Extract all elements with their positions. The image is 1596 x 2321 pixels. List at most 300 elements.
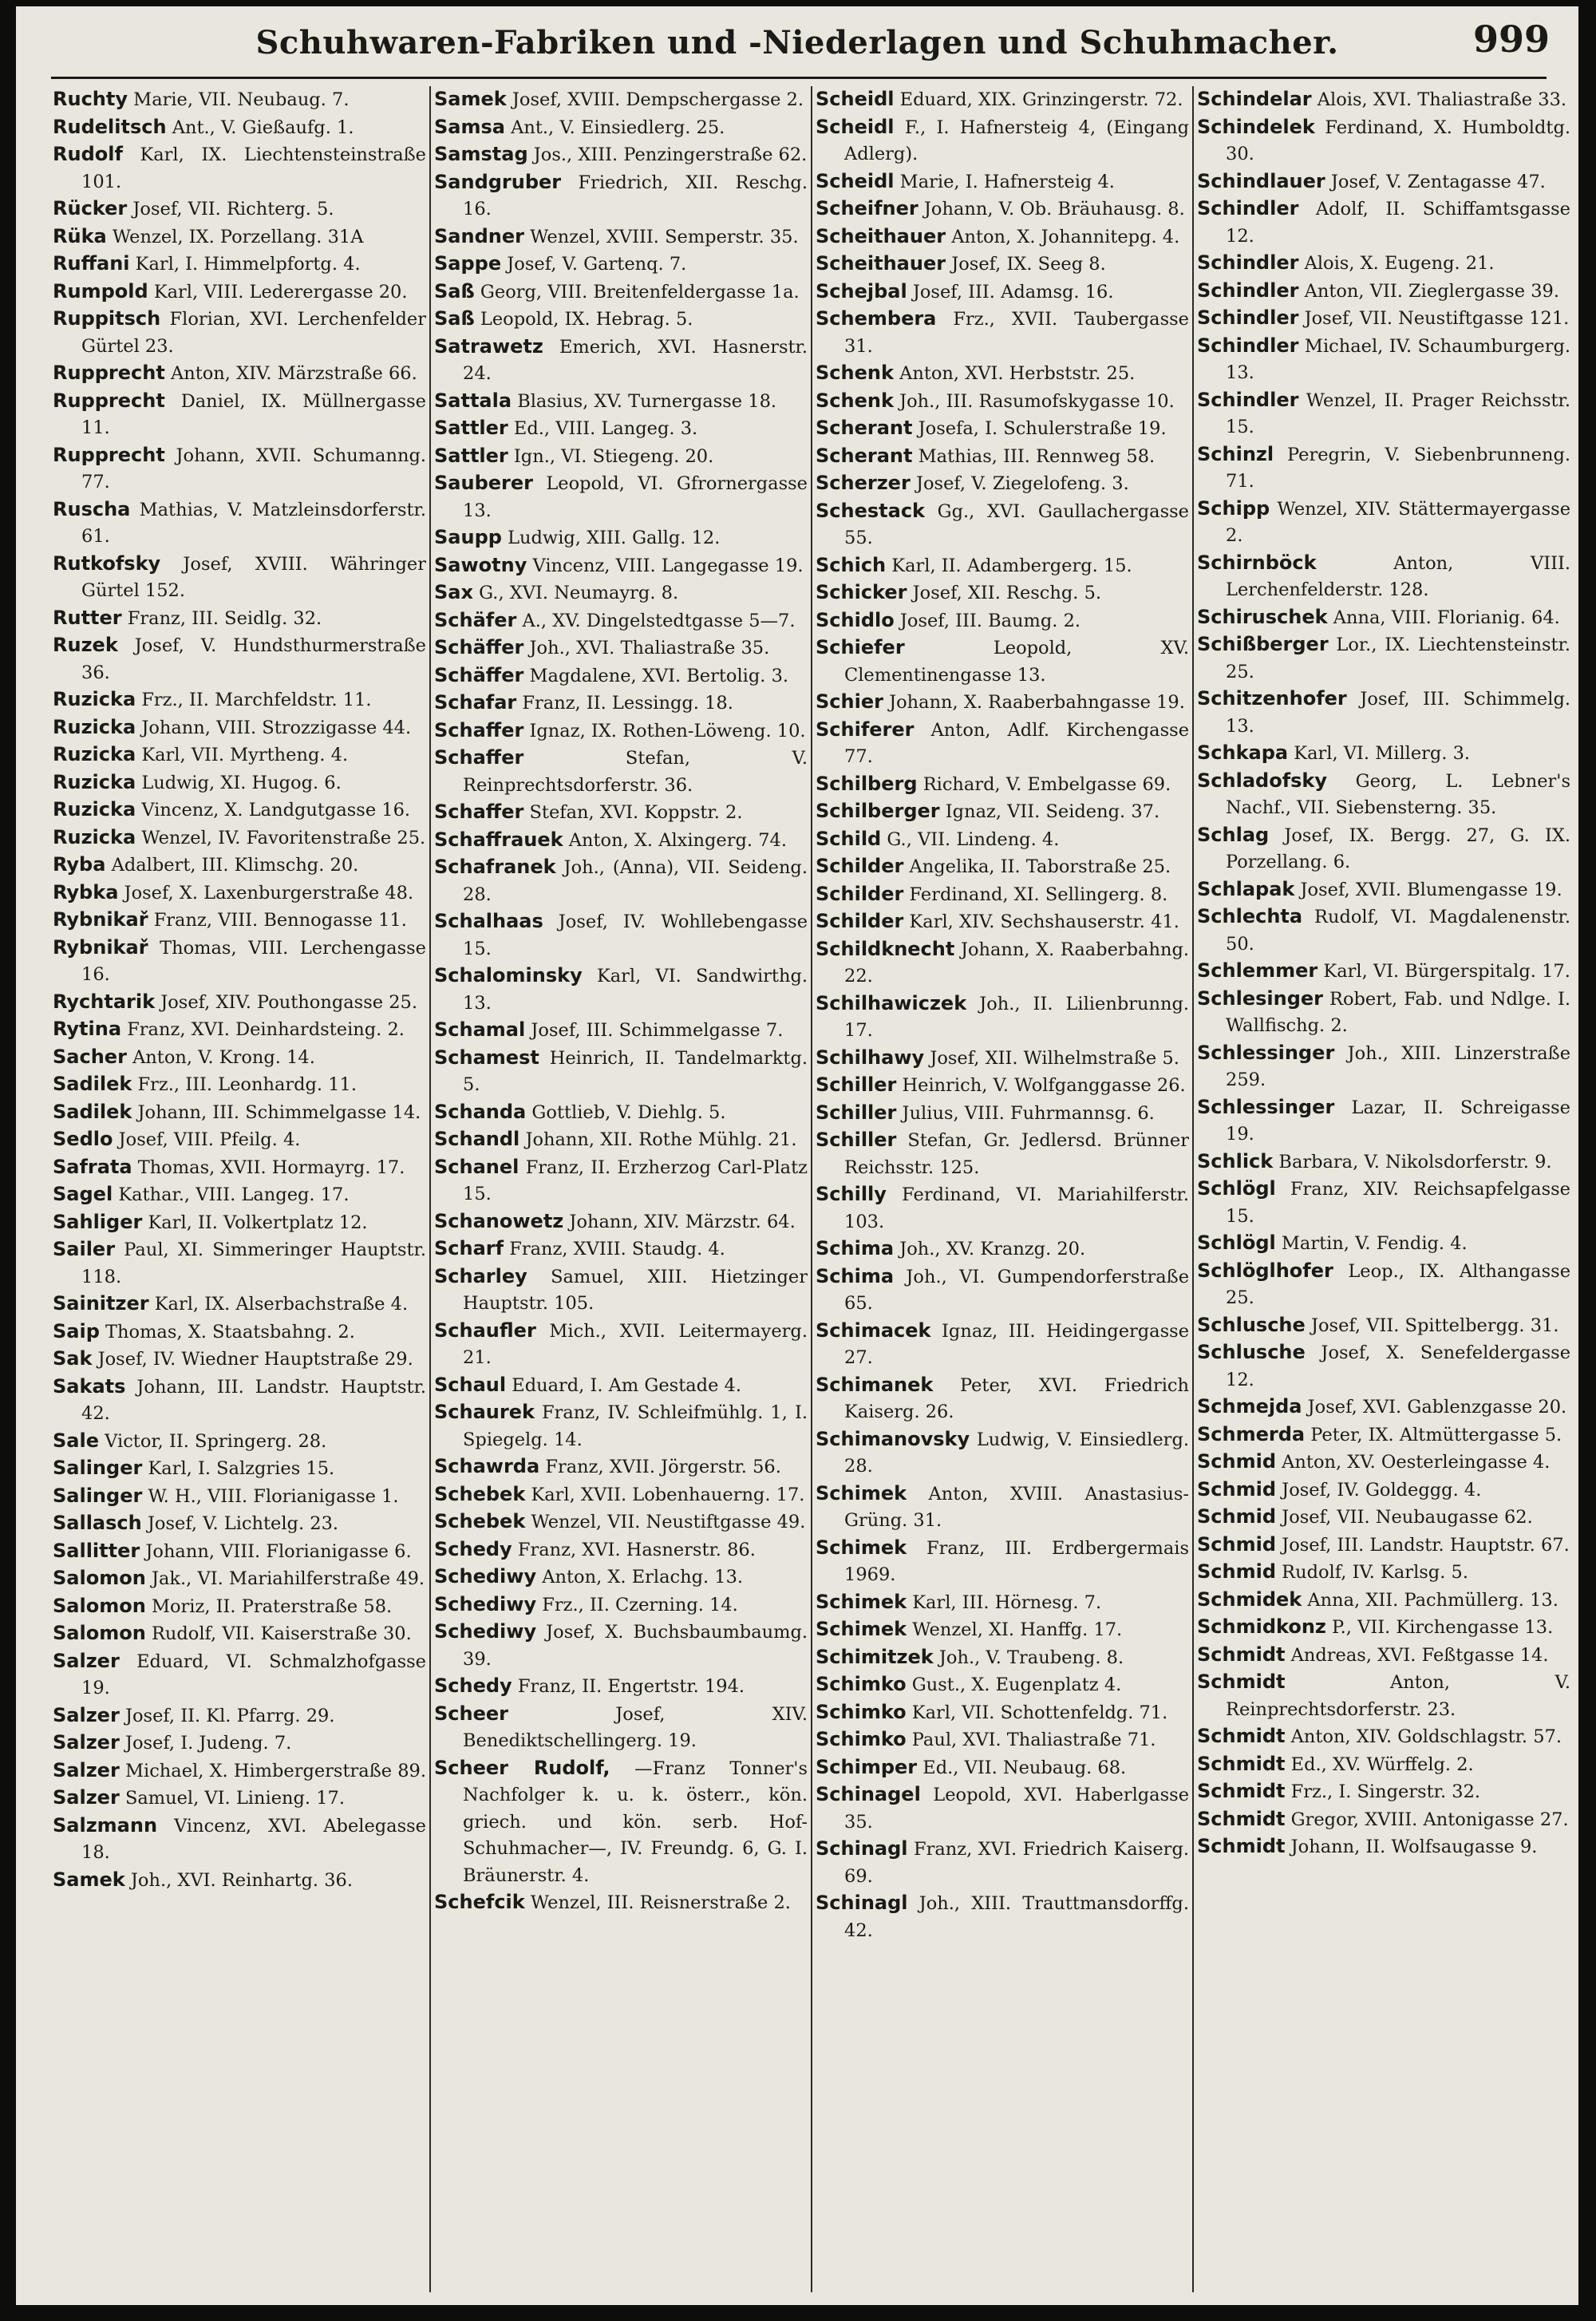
entry-details: Joh., (Anna), VII. Seideng. 28. bbox=[463, 857, 808, 905]
entry-surname: Schinagl bbox=[816, 1892, 908, 1914]
directory-entry bbox=[53, 388, 426, 442]
entry-details: Karl, VIII. Lederergasse 20. bbox=[153, 281, 408, 302]
entry-details: Alois, X. Eugeng. 21. bbox=[1304, 253, 1495, 274]
directory-entry bbox=[816, 552, 1189, 580]
directory-entry bbox=[53, 1785, 426, 1813]
entry-details: Josef, X. Laxenburgerstraße 48. bbox=[124, 882, 414, 903]
entry-surname: Schindlauer bbox=[1197, 169, 1325, 192]
directory-entry bbox=[1197, 986, 1570, 1040]
entry-details: Ed., VIII. Langeg. 3. bbox=[513, 418, 698, 439]
directory-entry bbox=[434, 1755, 808, 1890]
entry-surname: Schenk bbox=[816, 362, 894, 384]
entry-details: Ignaz, IX. Rothen-Löweng. 10. bbox=[529, 720, 806, 741]
entry-details: —Franz Tonner's Nachfolger k. u. k. österr., kön. griech. und kön. serb. Hof-Schuhmacher—, IV. Freundg. 6, G. I. Bräunerstr. 4. bbox=[463, 1758, 808, 1886]
entry-surname: Schmidt bbox=[1197, 1807, 1286, 1830]
directory-entry bbox=[53, 1181, 426, 1209]
entry-details: Gust., X. Eugenplatz 4. bbox=[911, 1675, 1122, 1695]
entry-details: Anton, VIII. Lerchenfelderstr. 128. bbox=[1226, 552, 1570, 600]
entry-details: Anton, V. Krong. 14. bbox=[132, 1046, 315, 1068]
directory-entry bbox=[434, 1673, 808, 1701]
directory-entry bbox=[53, 1236, 426, 1291]
directory-entry bbox=[53, 686, 426, 714]
directory-entry bbox=[434, 1154, 808, 1208]
directory-entry bbox=[816, 1045, 1189, 1073]
entry-surname: Schedy bbox=[434, 1675, 512, 1697]
entry-details: Anton, XIV. Goldschlagstr. 57. bbox=[1290, 1726, 1562, 1747]
entry-details: Franz, XVII. Jörgerstr. 56. bbox=[545, 1457, 781, 1477]
directory-entry bbox=[434, 1399, 808, 1453]
directory-entry bbox=[816, 771, 1189, 799]
entry-details: Wenzel, VII. Neustiftgasse 49. bbox=[531, 1512, 806, 1532]
entry-surname: Schebek bbox=[434, 1482, 526, 1505]
directory-entry bbox=[434, 1536, 808, 1564]
entry-details: Josef, VIII. Pfeilg. 4. bbox=[118, 1129, 301, 1150]
entry-details: Anton, Adlf. Kirchengasse 77. bbox=[844, 719, 1189, 767]
entry-details: Joh., XV. Kranzg. 20. bbox=[899, 1239, 1086, 1259]
entry-surname: Schmidt bbox=[1197, 1643, 1286, 1666]
entry-details: Stefan, Gr. Jedlersd. Brünner Reichsstr. 125. bbox=[844, 1130, 1189, 1178]
directory-entry bbox=[816, 388, 1189, 416]
entry-details: Josef, V. Lichtelg. 23. bbox=[147, 1513, 339, 1534]
directory-entry bbox=[53, 1510, 426, 1538]
entry-details: Georg, VIII. Breitenfeldergasse 1a. bbox=[480, 281, 800, 302]
directory-entry bbox=[434, 251, 808, 279]
entry-details: Stefan, XVI. Koppstr. 2. bbox=[529, 802, 743, 823]
entry-surname: Schmid bbox=[1197, 1560, 1277, 1583]
entry-surname: Sattler bbox=[434, 417, 508, 439]
entry-surname: Ruzicka bbox=[53, 715, 136, 738]
entry-details: Joh., XIII. Linzerstraße 259. bbox=[1226, 1042, 1570, 1090]
entry-details: Leopold, XVI. Haberlgasse 35. bbox=[844, 1785, 1189, 1833]
entry-details: Ant., V. Einsiedlerg. 25. bbox=[511, 117, 725, 138]
entry-surname: Schimko bbox=[816, 1700, 907, 1723]
entry-details: Anna, XII. Pachmüllerg. 13. bbox=[1307, 1589, 1558, 1611]
entry-details: Josef, XIV. Benediktschellingerg. 19. bbox=[463, 1703, 808, 1751]
entry-details: Gg., XVI. Gaullachergasse 55. bbox=[844, 500, 1189, 548]
entry-surname: Schindelek bbox=[1197, 115, 1315, 138]
entry-surname: Salzer bbox=[53, 1703, 120, 1726]
entry-details: Josef, III. Baumg. 2. bbox=[899, 610, 1081, 631]
entry-details: Josef, XII. Reschg. 5. bbox=[912, 583, 1102, 603]
entry-details: Alois, XVI. Thaliastraße 33. bbox=[1317, 89, 1567, 110]
directory-entry bbox=[1197, 168, 1570, 196]
entry-details: Josefa, I. Schulerstraße 19. bbox=[918, 418, 1167, 439]
entry-details: Karl, II. Volkertplatz 12. bbox=[148, 1212, 368, 1233]
entry-surname: Schlessinger bbox=[1197, 1095, 1335, 1118]
directory-entry bbox=[53, 824, 426, 852]
directory-entry bbox=[816, 1671, 1189, 1699]
entry-surname: Schindler bbox=[1197, 388, 1299, 411]
entry-surname: Schmid bbox=[1197, 1450, 1277, 1473]
entry-details: Josef, VII. Neubaugasse 62. bbox=[1282, 1507, 1533, 1528]
entry-details: Josef, IX. Bergg. 27, G. IX. Porzellang. 6. bbox=[1226, 824, 1570, 872]
entry-details: Peregrin, V. Siebenbrunneng. 71. bbox=[1226, 444, 1570, 492]
entry-surname: Samek bbox=[434, 88, 507, 110]
directory-entry bbox=[816, 1072, 1189, 1100]
directory-entry bbox=[53, 1346, 426, 1374]
directory-entry bbox=[816, 498, 1189, 552]
entry-details: Josef, V. Ziegelofeng. 3. bbox=[915, 473, 1129, 494]
entry-details: Thomas, VIII. Lerchengasse 16. bbox=[81, 937, 426, 985]
entry-surname: Schandl bbox=[434, 1128, 520, 1150]
entry-details: Jak., VI. Mariahilferstraße 49. bbox=[151, 1568, 425, 1589]
entry-surname: Schima bbox=[816, 1237, 895, 1259]
entry-surname: Schilberg bbox=[816, 772, 918, 795]
entry-details: Karl, II. Adambergerg. 15. bbox=[891, 555, 1132, 576]
entry-details: Franz, VIII. Bennogasse 11. bbox=[153, 910, 407, 931]
entry-details: Kathar., VIII. Langeg. 17. bbox=[118, 1184, 350, 1205]
directory-entry bbox=[1197, 114, 1570, 168]
entry-details: Ludwig, XIII. Gallg. 12. bbox=[508, 528, 721, 548]
column-4 bbox=[1197, 86, 1570, 2292]
entry-surname: Schediwy bbox=[434, 1565, 537, 1588]
entry-details: Frz., II. Marchfeldstr. 11. bbox=[141, 690, 372, 710]
entry-details: Franz, II. Lessingg. 18. bbox=[522, 693, 733, 714]
entry-details: Joh., III. Rasumofskygasse 10. bbox=[899, 390, 1175, 412]
entry-surname: Scheidl bbox=[816, 169, 895, 192]
entry-surname: Scherzer bbox=[816, 472, 911, 494]
entry-surname: Sax bbox=[434, 581, 473, 603]
entry-details: Johann, X. Raaberbahng. 22. bbox=[844, 939, 1189, 987]
directory-page bbox=[16, 6, 1578, 2305]
entry-details: Josef, V. Hundsthurmerstraße 36. bbox=[81, 635, 426, 683]
directory-entry bbox=[434, 1508, 808, 1536]
column-2 bbox=[434, 86, 808, 2292]
directory-entry bbox=[1197, 1449, 1570, 1477]
entry-details: Angelika, II. Taborstraße 25. bbox=[909, 856, 1171, 877]
entry-surname: Schmidt bbox=[1197, 1780, 1286, 1802]
directory-entry bbox=[53, 1319, 426, 1346]
directory-entry bbox=[816, 251, 1189, 279]
entry-details: Leopold, VI. Gfrornergasse 13. bbox=[463, 473, 808, 521]
entry-details: Adalbert, III. Klimschg. 20. bbox=[111, 855, 359, 876]
entry-details: Karl, VII. Schottenfeldg. 71. bbox=[911, 1702, 1168, 1723]
entry-surname: Sandner bbox=[434, 224, 524, 247]
entry-details: Paul, XI. Simmeringer Hauptstr. 118. bbox=[81, 1240, 426, 1287]
directory-entry bbox=[53, 1648, 426, 1702]
entry-surname: Sauberer bbox=[434, 472, 533, 494]
directory-entry bbox=[816, 1836, 1189, 1890]
entry-details: Johann, VIII. Strozzigasse 44. bbox=[141, 717, 412, 738]
directory-entry bbox=[434, 607, 808, 635]
entry-details: Michael, X. Himbergerstraße 89. bbox=[124, 1760, 426, 1781]
entry-details: Marie, I. Hafnersteig 4. bbox=[899, 171, 1115, 192]
directory-entry bbox=[1197, 768, 1570, 822]
entry-surname: Schindler bbox=[1197, 197, 1299, 219]
entry-surname: Scheithauer bbox=[816, 252, 946, 275]
directory-entry bbox=[816, 908, 1189, 936]
entry-surname: Schimper bbox=[816, 1755, 918, 1778]
entry-surname: Rupprecht bbox=[53, 362, 165, 384]
directory-entry bbox=[816, 936, 1189, 990]
entry-surname: Schiferer bbox=[816, 718, 915, 741]
directory-entry bbox=[434, 718, 808, 745]
entry-details: Lor., IX. Liechtensteinstr. 25. bbox=[1226, 635, 1570, 682]
directory-entry bbox=[816, 1481, 1189, 1535]
directory-entry bbox=[53, 496, 426, 551]
entry-surname: Schejbal bbox=[816, 279, 907, 302]
directory-entry bbox=[434, 579, 808, 607]
directory-entry bbox=[53, 1758, 426, 1785]
entry-details: A., XV. Dingelstedtgasse 5—7. bbox=[522, 610, 796, 631]
entry-surname: Schindler bbox=[1197, 279, 1299, 302]
entry-details: Josef, II. Kl. Pfarrg. 29. bbox=[124, 1705, 335, 1726]
entry-details: Karl, VI. Sandwirthg. 13. bbox=[463, 966, 808, 1014]
directory-entry bbox=[816, 470, 1189, 498]
directory-entry bbox=[1197, 1833, 1570, 1861]
entry-details: Heinrich, II. Tandelmarktg. 5. bbox=[463, 1047, 808, 1095]
entry-details: Josef, X. Senefeldergasse 12. bbox=[1226, 1342, 1570, 1390]
entry-surname: Schimek bbox=[816, 1590, 907, 1613]
entry-surname: Schich bbox=[816, 553, 887, 576]
directory-entry bbox=[434, 114, 808, 142]
entry-surname: Schlemmer bbox=[1197, 959, 1318, 982]
entry-details: Ign., VI. Stiegeng. 20. bbox=[513, 445, 714, 467]
entry-surname: Sawotny bbox=[434, 553, 527, 576]
entry-surname: Schilberger bbox=[816, 800, 940, 822]
entry-surname: Schmerda bbox=[1197, 1422, 1306, 1445]
entry-surname: Ruzicka bbox=[53, 798, 136, 820]
entry-surname: Scharf bbox=[434, 1237, 504, 1259]
entry-surname: Schißberger bbox=[1197, 633, 1329, 655]
entry-details: Emerich, XVI. Hasnerstr. 24. bbox=[463, 336, 808, 384]
entry-details: Wenzel, II. Prager Reichsstr. 15. bbox=[1226, 389, 1570, 437]
directory-entry bbox=[1197, 1532, 1570, 1560]
directory-entry bbox=[53, 1702, 426, 1730]
directory-entry bbox=[434, 306, 808, 334]
directory-entry bbox=[816, 689, 1189, 717]
entry-surname: Schmidt bbox=[1197, 1725, 1286, 1747]
entry-details: Josef, V. Zentagasse 47. bbox=[1330, 171, 1546, 192]
entry-surname: Schima bbox=[816, 1264, 895, 1287]
directory-entry bbox=[434, 1889, 808, 1917]
entry-surname: Schmid bbox=[1197, 1532, 1277, 1556]
directory-entry bbox=[816, 990, 1189, 1045]
entry-surname: Ruzicka bbox=[53, 825, 136, 848]
entry-surname: Salzer bbox=[53, 1786, 120, 1809]
directory-entry bbox=[434, 1372, 808, 1400]
directory-entry bbox=[53, 769, 426, 797]
entry-details: Anton, XVI. Herbststr. 25. bbox=[899, 363, 1136, 384]
entry-surname: Satrawetz bbox=[434, 334, 543, 358]
directory-entry bbox=[53, 1291, 426, 1319]
directory-entry bbox=[1197, 1778, 1570, 1806]
entry-details: Johann, III. Schimmelgasse 14. bbox=[137, 1101, 421, 1123]
entry-details: Joh., XVI. Thaliastraße 35. bbox=[529, 638, 770, 658]
directory-entry bbox=[53, 141, 426, 196]
entry-details: Josef, III. Adamsg. 16. bbox=[912, 281, 1114, 302]
entry-surname: Schipp bbox=[1197, 496, 1270, 520]
entry-surname: Schinagel bbox=[816, 1783, 921, 1805]
entry-surname: Rychtarik bbox=[53, 990, 156, 1013]
entry-details: Lazar, II. Schreigasse 19. bbox=[1226, 1097, 1570, 1145]
entry-details: Vincenz, XVI. Abelegasse 18. bbox=[81, 1815, 426, 1863]
entry-details: Ferdinand, X. Humboldtg. 30. bbox=[1226, 117, 1570, 164]
directory-entry bbox=[434, 1236, 808, 1263]
directory-entry bbox=[434, 635, 808, 662]
page-header bbox=[16, 6, 1578, 80]
entry-surname: Schier bbox=[816, 690, 883, 713]
entry-surname: Schembera bbox=[816, 307, 937, 330]
entry-details: Frz., III. Leonhardg. 11. bbox=[137, 1074, 358, 1095]
directory-entry bbox=[816, 881, 1189, 909]
entry-surname: Rudolf bbox=[53, 143, 123, 165]
entry-details: Blasius, XV. Turnergasse 18. bbox=[517, 390, 777, 412]
directory-entry bbox=[816, 635, 1189, 689]
entry-details: Josef, III. Schimmelgasse 7. bbox=[531, 1020, 784, 1041]
entry-details: Josef, I. Judeng. 7. bbox=[124, 1733, 292, 1754]
directory-entry bbox=[816, 717, 1189, 771]
directory-entry bbox=[53, 1374, 426, 1428]
directory-entry bbox=[816, 1426, 1189, 1481]
entry-details: Josef, IV. Goldeggg. 4. bbox=[1282, 1479, 1482, 1501]
directory-entry bbox=[1197, 250, 1570, 278]
entry-surname: Ruzek bbox=[53, 634, 118, 656]
entry-details: Karl, XVII. Lobenhauerng. 17. bbox=[531, 1484, 805, 1505]
entry-surname: Sadilek bbox=[53, 1100, 132, 1123]
entry-surname: Schilder bbox=[816, 910, 904, 932]
entry-surname: Schäffer bbox=[434, 663, 524, 686]
entry-surname: Schiruschek bbox=[1197, 605, 1328, 628]
entry-surname: Schilder bbox=[816, 855, 904, 877]
entry-surname: Schlag bbox=[1197, 823, 1270, 846]
entry-details: Friedrich, XII. Reschg. 16. bbox=[463, 172, 808, 219]
entry-details: Thomas, X. Staatsbahng. 2. bbox=[105, 1321, 355, 1342]
entry-details: Ludwig, XI. Hugog. 6. bbox=[141, 772, 342, 793]
directory-entry bbox=[816, 1616, 1189, 1644]
entry-surname: Sandgruber bbox=[434, 170, 562, 193]
entry-details: Peter, XVI. Friedrich Kaiserg. 26. bbox=[844, 1374, 1189, 1422]
directory-entry bbox=[1197, 958, 1570, 986]
entry-surname: Rybka bbox=[53, 880, 119, 903]
entry-surname: Schäfer bbox=[434, 608, 517, 631]
directory-entry bbox=[816, 1127, 1189, 1181]
directory-entry bbox=[816, 579, 1189, 607]
directory-entry bbox=[1197, 1723, 1570, 1751]
entry-details: Franz, IV. Schleifmühlg. 1, I. Spiegelg. 14. bbox=[463, 1402, 808, 1450]
directory-entry bbox=[816, 1754, 1189, 1782]
entry-details: Josef, IV. Wiedner Hauptstraße 29. bbox=[97, 1349, 413, 1370]
directory-entry bbox=[53, 1730, 426, 1758]
directory-entry bbox=[434, 169, 808, 223]
entry-details: Josef, XII. Wilhelmstraße 5. bbox=[930, 1047, 1179, 1069]
directory-entry bbox=[1197, 903, 1570, 958]
entry-details: Josef, III. Landstr. Hauptstr. 67. bbox=[1282, 1534, 1570, 1556]
entry-surname: Schimko bbox=[816, 1673, 907, 1695]
entry-surname: Sakats bbox=[53, 1374, 126, 1398]
entry-surname: Rücker bbox=[53, 197, 128, 219]
column-divider bbox=[429, 86, 431, 2292]
directory-entry bbox=[53, 1538, 426, 1566]
entry-details: Johann, XVII. Schumanng. 77. bbox=[81, 445, 426, 492]
entry-surname: Schafranek bbox=[434, 856, 556, 878]
entry-surname: Schefcik bbox=[434, 1891, 525, 1913]
entry-surname: Schaffer bbox=[434, 801, 524, 823]
directory-entry bbox=[53, 907, 426, 935]
entry-surname: Ruchty bbox=[53, 88, 128, 110]
entry-surname: Schalhaas bbox=[434, 910, 543, 932]
entry-details: F., I. Hafnersteig 4, (Eingang Adlerg). bbox=[844, 117, 1189, 164]
entry-details: Rudolf, VI. Magdalenenstr. 50. bbox=[1226, 907, 1570, 955]
entry-details: Heinrich, V. Wolfganggasse 26. bbox=[902, 1075, 1186, 1096]
directory-entry bbox=[53, 632, 426, 686]
entry-surname: Schicker bbox=[816, 581, 907, 603]
entry-surname: Schmidt bbox=[1197, 1835, 1286, 1857]
directory-entry bbox=[1197, 86, 1570, 114]
entry-surname: Sacher bbox=[53, 1045, 127, 1068]
directory-entry bbox=[53, 852, 426, 880]
directory-entry bbox=[434, 1208, 808, 1236]
entry-surname: Schmidt bbox=[1197, 1752, 1286, 1775]
entry-surname: Schlögl bbox=[1197, 1232, 1276, 1254]
directory-entry bbox=[53, 1867, 426, 1895]
directory-entry bbox=[53, 714, 426, 742]
entry-details: P., VII. Kirchengasse 13. bbox=[1332, 1617, 1554, 1638]
entry-details: Peter, IX. Altmüttergasse 5. bbox=[1310, 1424, 1562, 1445]
entry-details: G., VII. Lindeng. 4. bbox=[887, 828, 1060, 850]
entry-surname: Schlusche bbox=[1197, 1313, 1306, 1336]
entry-details: Ludwig, V. Einsiedlerg. 28. bbox=[844, 1429, 1189, 1477]
directory-entry bbox=[434, 1564, 808, 1591]
entry-details: Samuel, XIII. Hietzinger Hauptstr. 105. bbox=[463, 1266, 808, 1314]
entry-details: Richard, V. Embelgasse 69. bbox=[922, 773, 1171, 795]
entry-details: Karl, XIV. Sechshauserstr. 41. bbox=[909, 911, 1179, 932]
entry-details: Joh., V. Traubeng. 8. bbox=[938, 1647, 1124, 1668]
entry-surname: Salzer bbox=[53, 1758, 120, 1781]
entry-surname: Sagel bbox=[53, 1183, 113, 1205]
entry-surname: Salzmann bbox=[53, 1813, 158, 1837]
directory-entry bbox=[1197, 686, 1570, 740]
entry-details: Leopold, XV. Clementinengasse 13. bbox=[844, 638, 1189, 686]
entry-surname: Ruppitsch bbox=[53, 307, 161, 330]
entry-details: Josef, VII. Richterg. 5. bbox=[132, 199, 334, 219]
entry-details: Vincenz, X. Landgutgasse 16. bbox=[141, 800, 411, 820]
directory-entry bbox=[816, 607, 1189, 635]
entry-details: Karl, VI. Millerg. 3. bbox=[1294, 743, 1471, 764]
entry-details: Anton, X. Erlachg. 13. bbox=[542, 1567, 744, 1588]
directory-entry bbox=[1197, 822, 1570, 876]
entry-details: Anna, VIII. Florianig. 64. bbox=[1333, 607, 1560, 628]
directory-columns bbox=[53, 86, 1570, 2292]
entry-surname: Samsa bbox=[434, 115, 505, 138]
directory-entry bbox=[816, 415, 1189, 443]
entry-details: Frz., II. Czerning. 14. bbox=[542, 1594, 738, 1615]
entry-surname: Rytina bbox=[53, 1018, 122, 1040]
directory-entry bbox=[1197, 196, 1570, 250]
directory-entry bbox=[434, 963, 808, 1017]
entry-surname: Rupprecht bbox=[53, 443, 165, 466]
entry-surname: Salinger bbox=[53, 1484, 143, 1507]
entry-details: Josef, VII. Spittelbergg. 31. bbox=[1310, 1315, 1559, 1336]
entry-surname: Schlöglhofer bbox=[1197, 1259, 1333, 1282]
directory-entry bbox=[434, 1591, 808, 1619]
directory-entry bbox=[816, 443, 1189, 471]
directory-entry bbox=[1197, 1504, 1570, 1532]
entry-surname: Schimko bbox=[816, 1728, 907, 1750]
column-1 bbox=[53, 86, 426, 2292]
entry-surname: Schlusche bbox=[1197, 1341, 1306, 1363]
entry-details: Karl, IX. Alserbachstraße 4. bbox=[154, 1294, 409, 1315]
directory-entry bbox=[816, 1535, 1189, 1589]
entry-surname: Scherant bbox=[816, 444, 913, 467]
entry-surname: Schimek bbox=[816, 1481, 907, 1504]
entry-details: Karl, III. Hörnesg. 7. bbox=[912, 1591, 1102, 1613]
entry-surname: Schimitzek bbox=[816, 1645, 934, 1668]
entry-surname: Schild bbox=[816, 827, 882, 850]
entry-surname: Sak bbox=[53, 1347, 93, 1370]
entry-surname: Schawrda bbox=[434, 1455, 540, 1477]
entry-details: Franz, II. Engertstr. 194. bbox=[517, 1676, 745, 1697]
